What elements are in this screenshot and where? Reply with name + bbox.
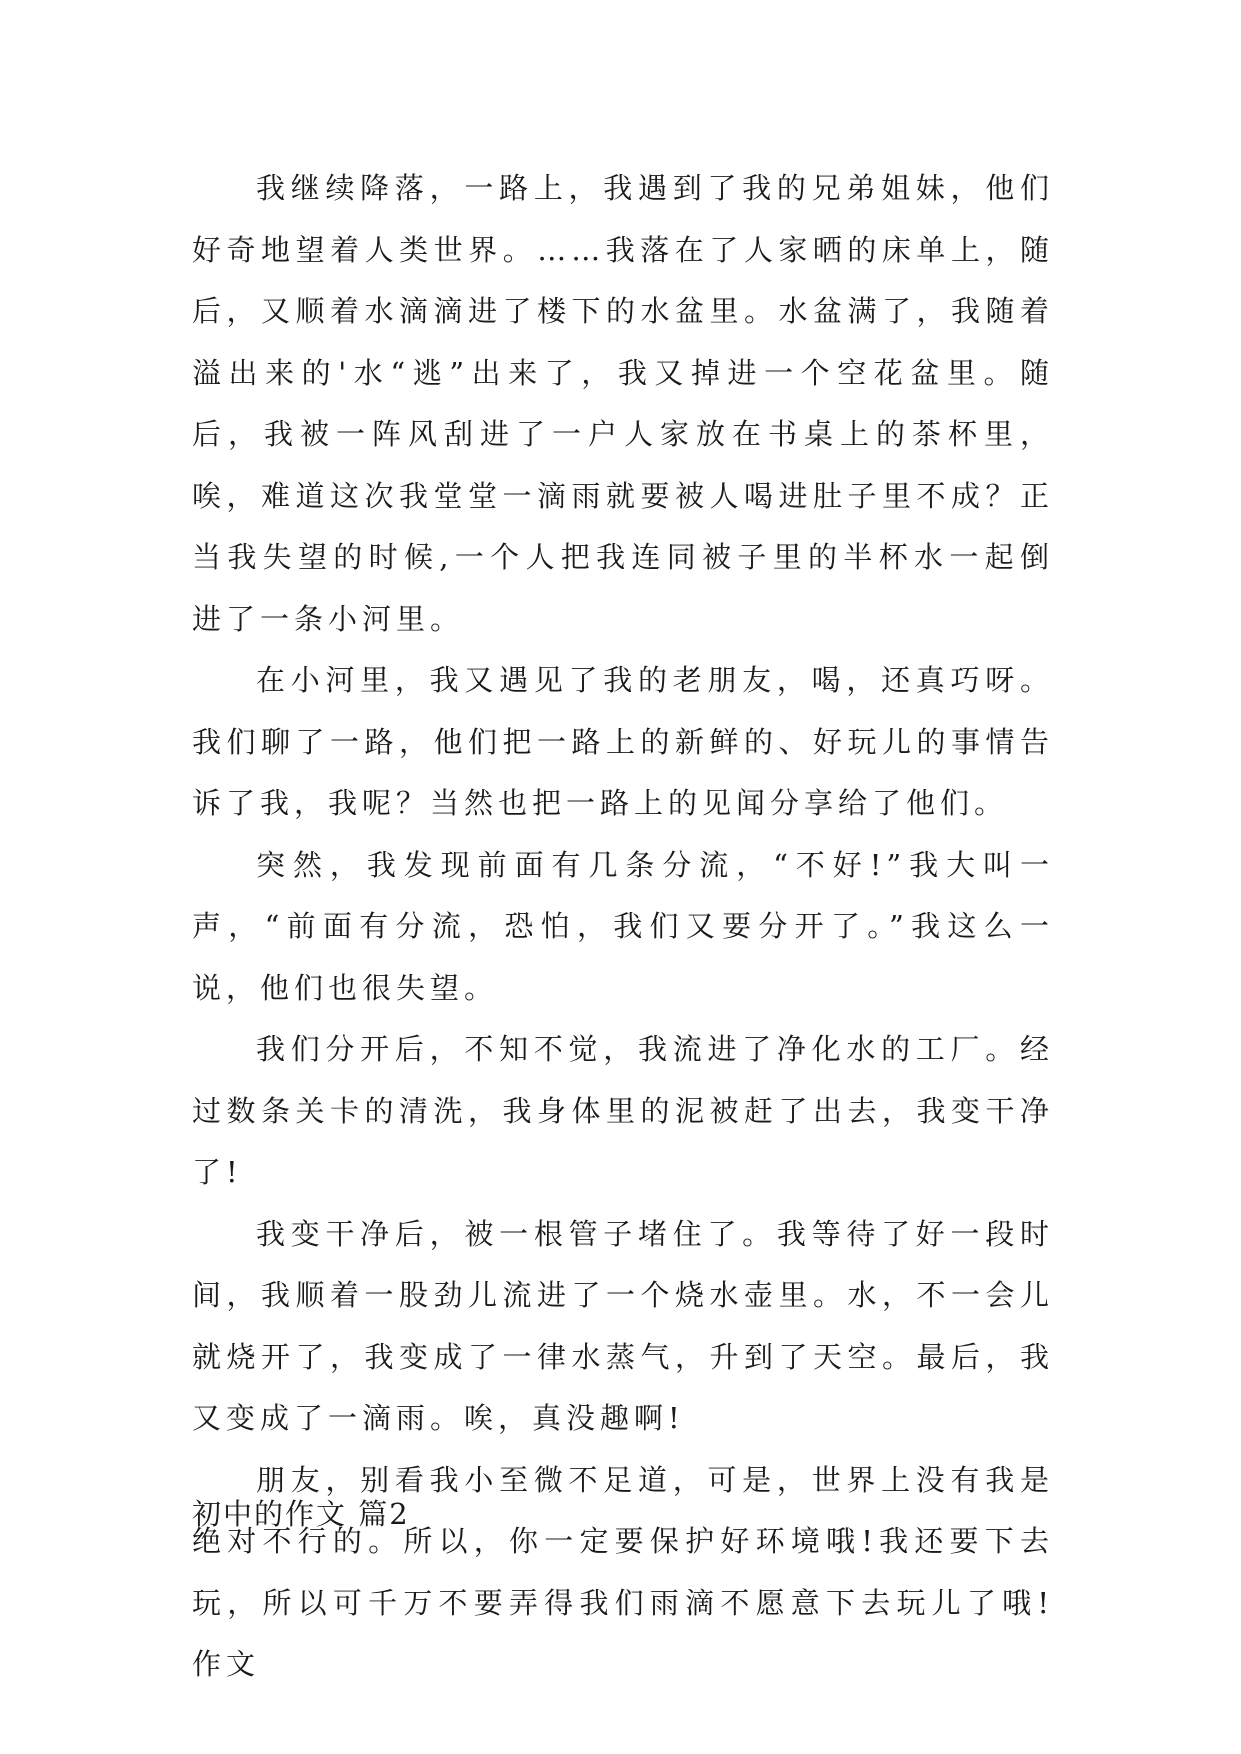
paragraph-4: 我们分开后，不知不觉，我流进了净化水的工厂。经过数条关卡的清洗，我身体里的泥被赶了出去，我变干净了! <box>192 1032 1054 1189</box>
paragraph-1: 我继续降落，一路上，我遇到了我的兄弟姐妹，他们好奇地望着人类世界。……我落在了人家晒的床单上，随后，又顺着水滴滴进了楼下的水盆里。水盆满了，我随着溢出来的'水“逃”出来了，我又掉进一个空花盆里。随后，我被一阵风刮进了一户人家放在书桌上的茶杯里，唉，难道这次我堂堂一滴雨就要被人喝进肚子里不成？正当我失望的时候,一个人把我连同被子里的半杯水一起倒进了一条小河里。 <box>192 171 1054 636</box>
paragraph-6: 朋友，别看我小至微不足道，可是，世界上没有我是绝对不行的。所以，你一定要保护好环境哦!我还要下去玩，所以可千万不要弄得我们雨滴不愿意下去玩儿了哦!作文 <box>192 1462 1054 1681</box>
paragraph-2: 在小河里，我又遇见了我的老朋友，喝，还真巧呀。我们聊了一路，他们把一路上的新鲜的、好玩儿的事情告诉了我，我呢？当然也把一路上的见闻分享给了他们。 <box>192 663 1054 820</box>
paragraph-5: 我变干净后，被一根管子堵住了。我等待了好一段时间，我顺着一股劲儿流进了一个烧水壶里。水，不一会儿就烧开了，我变成了一律水蒸气，升到了天空。最后，我又变成了一滴雨。唉，真没趣啊! <box>192 1216 1054 1435</box>
essay-body <box>192 158 1054 1696</box>
paragraph-3: 突然，我发现前面有几条分流，“不好!”我大叫一声，“前面有分流，恐怕，我们又要分开了。”我这么一说，他们也很失望。 <box>192 847 1054 1005</box>
section-heading: 初中的作文 篇2 <box>192 1497 410 1531</box>
